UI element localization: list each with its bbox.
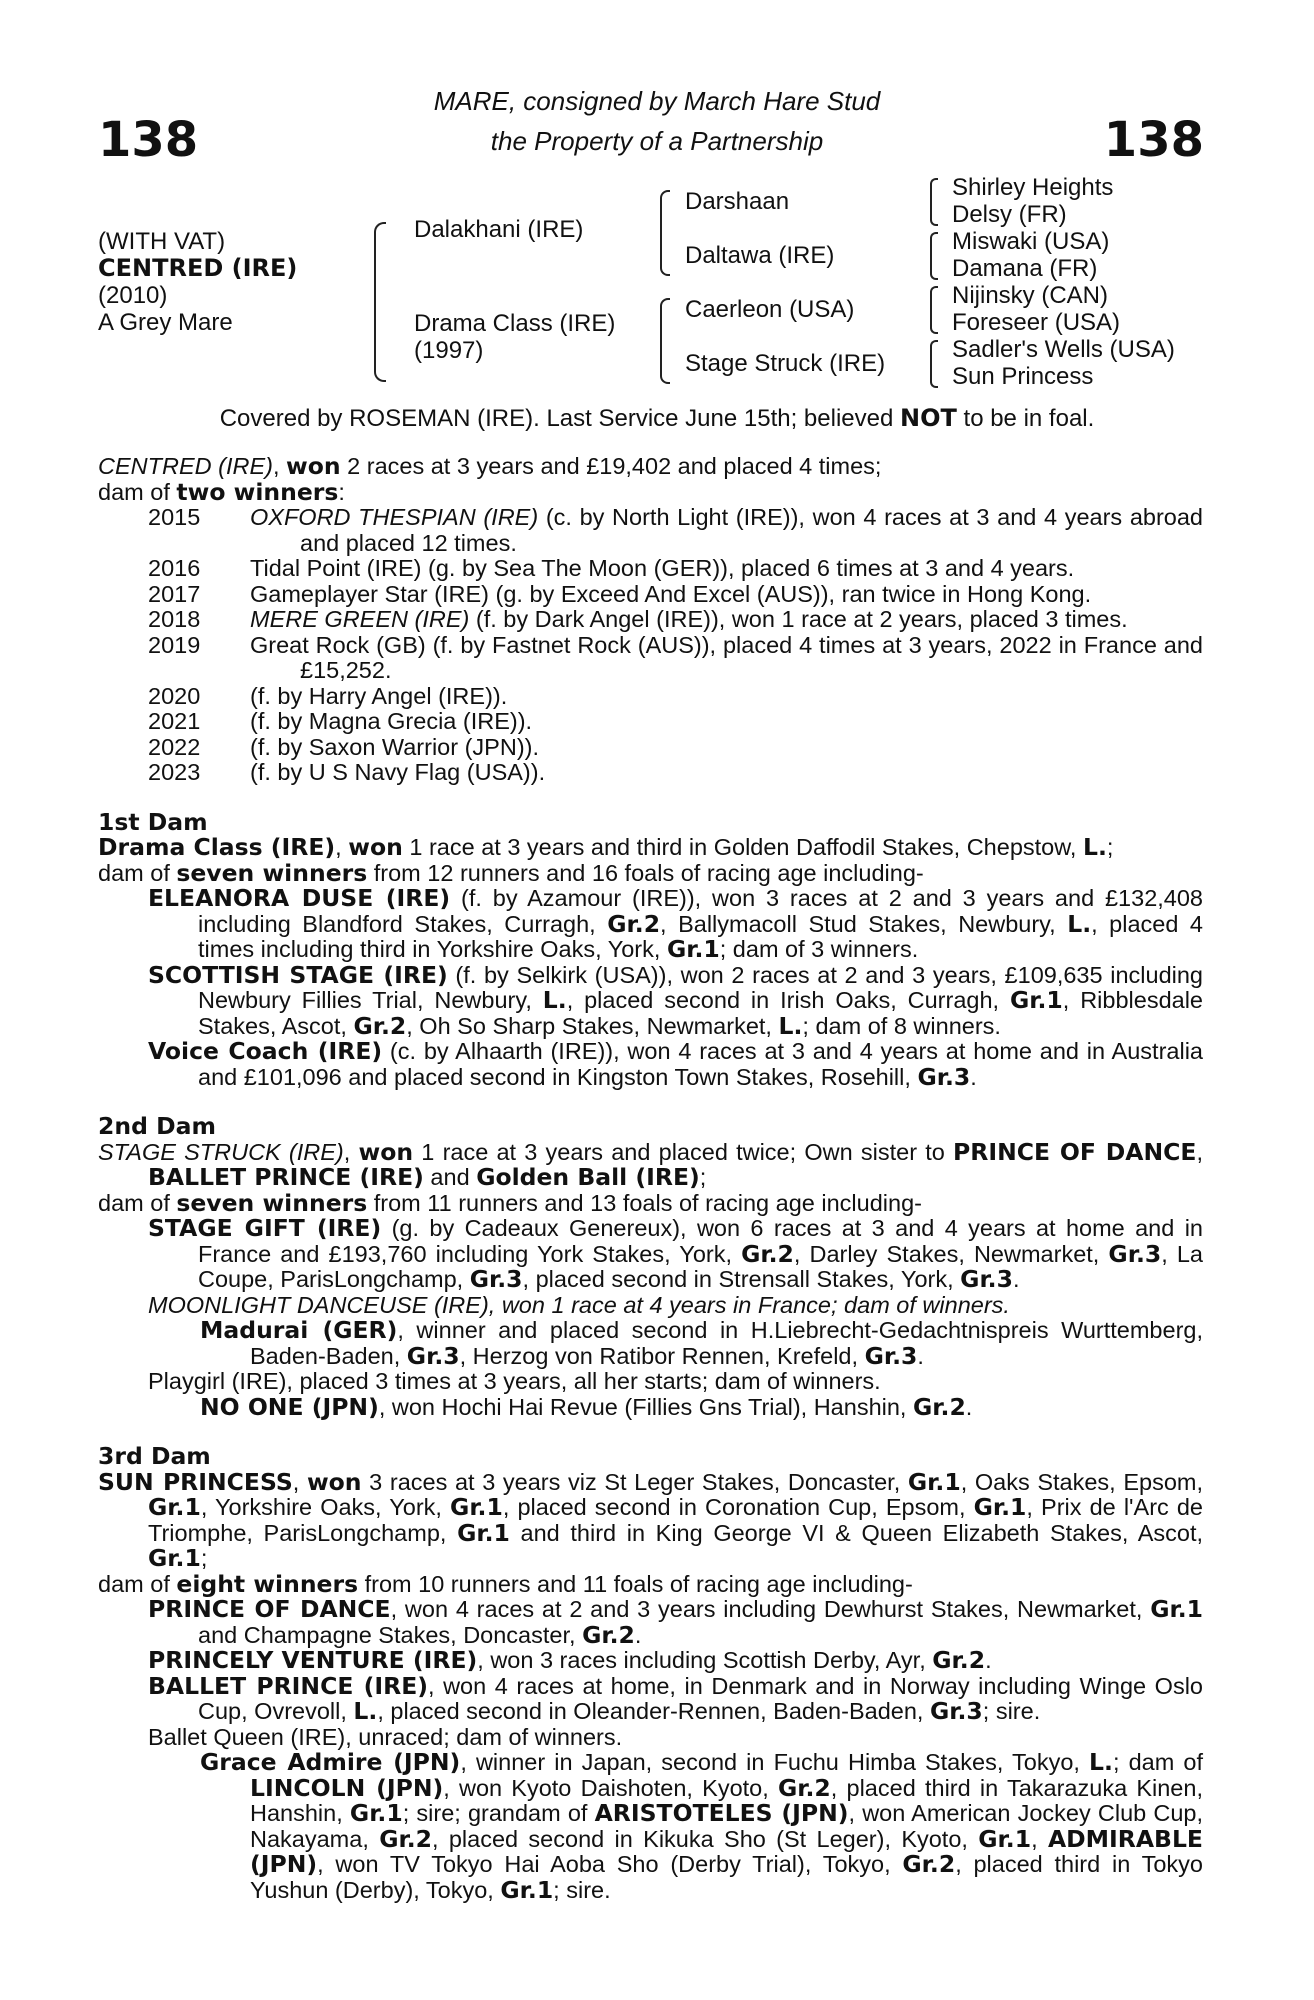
third-dam-dam-of: dam of eight winners from 10 runners and 11 foals of racing age including- [98, 1569, 913, 1598]
catalogue-body [98, 454, 1203, 1903]
progeny-entry: MOONLIGHT DANCEUSE (IRE), won 1 race at 4 years in France; dam of winners. [148, 1291, 1010, 1318]
brace-dd [930, 340, 938, 388]
produce-row: 2016 Tidal Point (IRE) (g. by Sea The Moon (GER)), placed 6 times at 3 and 4 years. [148, 555, 1075, 581]
horse-description: A Grey Mare [98, 309, 233, 336]
first-dam-dam-of: dam of seven winners from 12 runners and 16 foals of racing age including- [98, 858, 924, 887]
lot-number-left: 138 [98, 112, 199, 168]
progeny-entry: Ballet Queen (IRE), unraced; dam of winners. [148, 1723, 623, 1750]
lot-number-right: 138 [1103, 112, 1204, 168]
progeny-entry: Playgirl (IRE), placed 3 times at 3 years, all her starts; dam of winners. [148, 1368, 881, 1394]
consignor-line: MARE, consigned by March Hare Stud [433, 86, 881, 116]
gen3-1: Shirley Heights [952, 174, 1114, 201]
sire-dam: Daltawa (IRE) [685, 242, 835, 269]
progeny-entry: PRINCE OF DANCE, won 4 races at 2 and 3 years including Dewhurst Stakes, Newmarket, Gr.1 and Champagne Stakes, Doncaster, Gr.2. [148, 1595, 1203, 1649]
gen3-2: Delsy (FR) [952, 201, 1067, 228]
sire-sire: Darshaan [685, 188, 790, 215]
progeny-entry: BALLET PRINCE (IRE), won 4 races at home, in Denmark and in Norway including Winge Oslo Cup, Ovrevoll, L., placed second in Oleander-Rennen, Baden-Baden, Gr.3; sire. [148, 1671, 1203, 1725]
dam-dam: Stage Struck (IRE) [685, 350, 886, 377]
brace-dam [660, 298, 670, 384]
gen3-5: Nijinsky (CAN) [952, 282, 1108, 309]
produce-row: 2022 (f. by Saxon Warrior (JPN)). [148, 733, 539, 760]
brace-ds [930, 286, 938, 334]
second-dam-summary: STAGE STRUCK (IRE), won 1 race at 3 years and placed twice; Own sister to PRINCE OF DANCE, BALLET PRINCE (IRE) and Golden Ball (IRE); [98, 1137, 1203, 1191]
second-dam-heading: 2nd Dam [98, 1112, 216, 1140]
gen3-7: Sadler's Wells (USA) [952, 336, 1175, 363]
produce-row: 2023 (f. by U S Navy Flag (USA)). [148, 759, 546, 785]
vat-label: (WITH VAT) [98, 228, 226, 255]
second-dam-dam-of: dam of seven winners from 11 runners and 13 foals of racing age including- [98, 1188, 922, 1217]
gen3-6: Foreseer (USA) [952, 309, 1121, 336]
third-dam-heading: 3rd Dam [98, 1442, 211, 1470]
covered-line: Covered by ROSEMAN (IRE). Last Service June 15th; believed NOT to be in foal. [219, 404, 1095, 432]
brace-sire [660, 190, 670, 276]
progeny-entry: PRINCELY VENTURE (IRE), won 3 races including Scottish Derby, Ayr, Gr.2. [148, 1646, 992, 1674]
gen3-4: Damana (FR) [952, 255, 1098, 282]
dam-name: Drama Class (IRE) [414, 310, 616, 337]
gen3-8: Sun Princess [952, 363, 1094, 390]
dam-year: (1997) [414, 337, 484, 364]
produce-row: 2015 OXFORD THESPIAN (IRE) (c. by North Light (IRE)), won 4 races at 3 and 4 years abroad and placed 12 times. [148, 504, 1204, 556]
centred-dam-of: dam of two winners: [98, 477, 345, 506]
progeny-entry: ELEANORA DUSE (IRE) (f. by Azamour (IRE)), won 3 races at 2 and 3 years and £132,408 including Blandford Stakes, Curragh, Gr.2, Ballymacoll Stud Stakes, Newbury, L., placed 4 times including third in Yorkshire Oaks, York, Gr.1; dam of 3 winners. [148, 884, 1204, 963]
first-dam-summary: Drama Class (IRE), won 1 race at 3 years and third in Golden Daffodil Stakes, Chepstow, L.; [98, 833, 1114, 861]
produce-row: 2019 Great Rock (GB) (f. by Fastnet Rock (AUS)), placed 4 times at 3 years, 2022 in France and £15,252. [148, 631, 1203, 683]
produce-row: 2020 (f. by Harry Angel (IRE)). [148, 682, 508, 709]
progeny-entry: NO ONE (JPN), won Hochi Hai Revue (Fillies Gns Trial), Hanshin, Gr.2. [200, 1392, 973, 1421]
produce-row: 2018 MERE GREEN (IRE) (f. by Dark Angel (IRE)), won 1 race at 2 years, placed 3 times. [148, 606, 1128, 632]
progeny-entry: Madurai (GER), winner and placed second in H.Liebrecht-Gedachtnispreis Wurttemberg, Baden-Baden, Gr.3, Herzog von Ratibor Rennen, Krefeld, Gr.3. [200, 1316, 1203, 1370]
brace-ss [930, 178, 938, 226]
brace-sd [930, 232, 938, 280]
produce-row: 2017 Gameplayer Star (IRE) (g. by Exceed And Excel (AUS)), ran twice in Hong Kong. [148, 580, 1092, 607]
third-dam-summary: SUN PRINCESS, won 3 races at 3 years viz St Leger Stakes, Doncaster, Gr.1, Oaks Stakes, Epsom, Gr.1, Yorkshire Oaks, York, Gr.1, placed second in Coronation Cup, Epsom, Gr.1, Prix de l'Arc de Triomphe, ParisLongchamp, Gr.1 and third in King George VI & Queen Elizabeth Stakes, Ascot, Gr.1; [98, 1467, 1204, 1572]
horse-year: (2010) [98, 282, 168, 309]
progeny-entry: Voice Coach (IRE) (c. by Alhaarth (IRE)), won 4 races at 3 and 4 years at home and in Australia and £101,096 and placed second in Kingston Town Stakes, Rosehill, Gr.3. [148, 1037, 1203, 1091]
property-line: the Property of a Partnership [490, 126, 824, 156]
progeny-entry: SCOTTISH STAGE (IRE) (f. by Selkirk (USA)), won 2 races at 2 and 3 years, £109,635 including Newbury Fillies Trial, Newbury, L., placed second in Irish Oaks, Curragh, Gr.1, Ribblesdale Stakes, Ascot, Gr.2, Oh So Sharp Stakes, Newmarket, L.; dam of 8 winners. [148, 960, 1204, 1040]
first-dam-heading: 1st Dam [98, 807, 208, 836]
horse-name: CENTRED (IRE) [98, 254, 298, 282]
produce-list [98, 505, 1203, 786]
sire-name: Dalakhani (IRE) [414, 216, 584, 243]
gen3-3: Miswaki (USA) [952, 228, 1110, 255]
progeny-entry: STAGE GIFT (IRE) (g. by Cadeaux Genereux), won 6 races at 3 and 4 years at home and in France and £193,760 including York Stakes, York, Gr.2, Darley Stakes, Newmarket, Gr.3, La Coupe, ParisLongchamp, Gr.3, placed second in Strensall Stakes, York, Gr.3. [148, 1214, 1203, 1293]
dam-sire: Caerleon (USA) [685, 296, 855, 323]
progeny-entry: Grace Admire (JPN), winner in Japan, second in Fuchu Himba Stakes, Tokyo, L.; dam of LINCOLN (JPN), won Kyoto Daishoten, Kyoto, Gr.2, placed third in Takarazuka Kinen, Hanshin, Gr.1; sire; grandam of ARISTOTELES (JPN), won American Jockey Club Cup, Nakayama, Gr.2, placed second in Kikuka Sho (St Leger), Kyoto, Gr.1, ADMIRABLE (JPN), won TV Tokyo Hai Aoba Sho (Derby Trial), Tokyo, Gr.2, placed third in Tokyo Yushun (Derby), Tokyo, Gr.1; sire. [200, 1748, 1204, 1904]
brace-gen1 [374, 222, 386, 382]
centred-summary: CENTRED (IRE), won 2 races at 3 years and £19,402 and placed 4 times; [98, 452, 882, 480]
produce-row: 2021 (f. by Magna Grecia (IRE)). [148, 708, 533, 734]
